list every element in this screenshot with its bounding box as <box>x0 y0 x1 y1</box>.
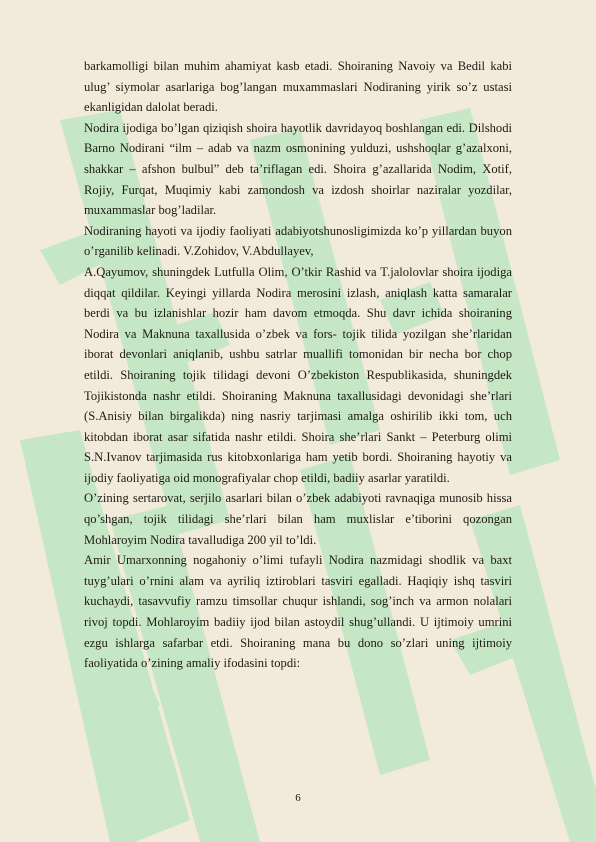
page-number: 6 <box>295 792 301 804</box>
paragraph: O’zining sertarovat, serjilo asarlari bilan o’zbek adabiyoti ravnaqiga munosib hissa qo’shgan, tojik tilidagi she’rlari bilan ham muxlislar e’tiborini qozongan Mohlaroyim Nodira tavalludiga 200 yil to’ldi. <box>84 491 512 547</box>
paragraph: Amir Umarxonning nogahoniy o’limi tufayli Nodira nazmidagi shodlik va baxt tuyg’ulari o’rnini alam va ayriliq iztiroblari tasviri egalladi. Haqiqiy ishq tasviri kuchaydi, tasavvufiy ramzu timsollar chuqur ishlandi, sog’inch va armon nolalari rivoj topdi. Mohlaroyim badiiy ijod bilan astoydil shug’ullandi. U ijtimoiy umrini ezgu ishlarga safarbar etdi. Shoiraning mana bu dono so’zlari uning ijtimoiy faoliyatida o’zining amaliy ifodasini topdi: <box>84 553 512 671</box>
document-body <box>84 56 512 674</box>
paragraph: Nodiraning hayoti va ijodiy faoliyati adabiyotshunosligimizda ko’p yillardan buyon o’rganilib kelinadi. V.Zohidov, V.Abdullayev, <box>84 223 512 259</box>
paragraph: A.Qayumov, shuningdek Lutfulla Olim, O’tkir Rashid va T.jalolovlar shoira ijodiga diqqat qildilar. Keyingi yillarda Nodira merosini izlash, aniqlash katta samaralar berdi va bu izlanishlar hozir ham davom etmoqda. Shu davr ichida shoiraning Nodira va Maknuna taxallusida o’zbek va fors- tojik tilida yozilgan she’rlaridan iborat devonlari aniqlanib, ushbu satrlar muallifi tomonidan bir necha bor chop etildi. Shoiraning tojik tilidagi devoni O’zbekiston Respublikasida, shuningdek Tojikistonda nashr etildi. Shoiraning Maknuna taxallusidagi devonidagi she’rlari (S.Anisiy bilan birgalikda) ning nasriy tarjimasi amalga oshirilib ikki tom, uch kitobdan iborat asar sifatida nashr etildi. Shoira she’rlari Sankt – Peterburg olimi S.N.Ivanov tarjimasida rus kitobxonlariga ham yetib bordi. Shoiraning hayotiy va ijodiy faoliyatiga oid monografiyalar chop etildi, badiiy asarlar yaratildi. <box>84 264 512 485</box>
paragraph: Nodira ijodiga bo’lgan qiziqish shoira hayotlik davridayoq boshlangan edi. Dilshodi Barno Nodirani “ilm – adab va nazm osmonining yulduzi, ushshoqlar g’azalxoni, shakkar – afshon bulbul” deb ta’riflagan edi. Shoira g’azallarida Nodim, Xotif, Rojiy, Furqat, Muqimiy kabi zamondosh va izdosh shoirlar naziralar yozdilar, muxammaslar bog’ladilar. <box>84 120 512 218</box>
paragraph: barkamolligi bilan muhim ahamiyat kasb etadi. Shoiraning Navoiy va Bedil kabi ulug’ siymolar asarlariga bog’langan muxammaslari Nodiraning yirik so’z ustasi ekanligidan dalolat beradi. <box>84 59 512 115</box>
